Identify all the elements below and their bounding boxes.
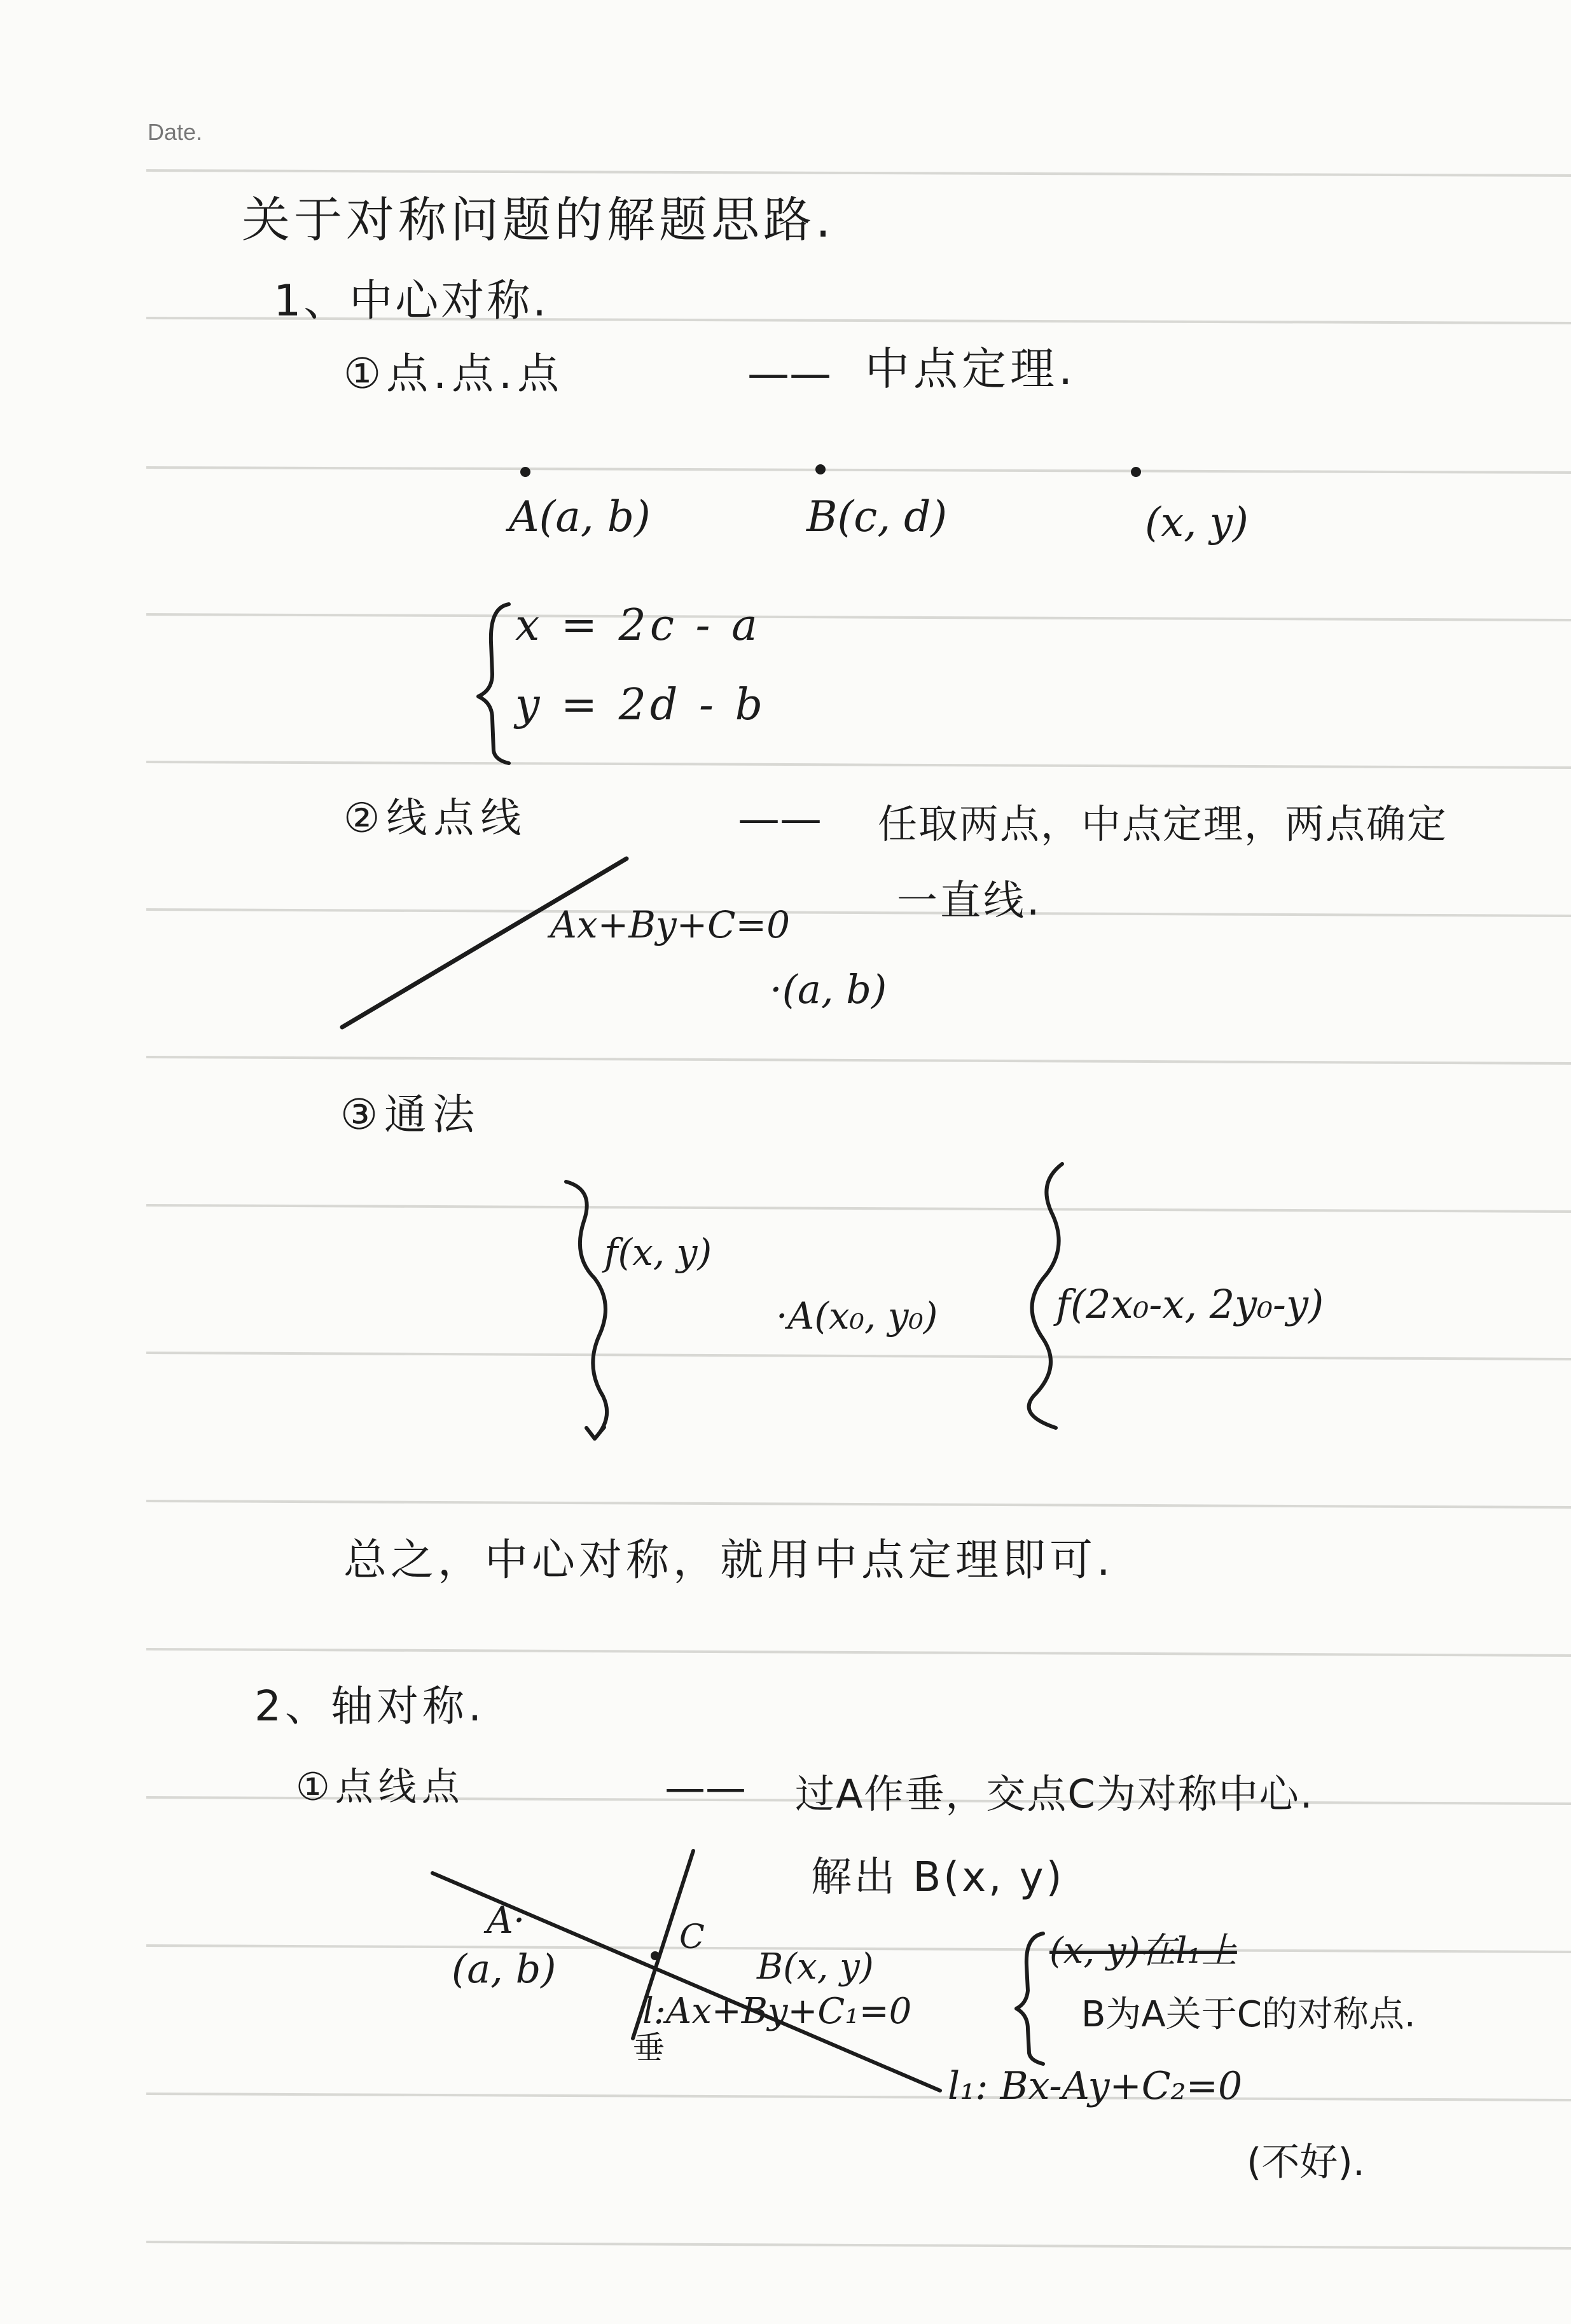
s1-item3-label: ③通法: [340, 1090, 481, 1139]
s2-cond2: B为A关于C的对称点.: [1081, 1994, 1416, 2035]
s2-item1-method-line1: 过A作垂，交点C为对称中心.: [795, 1771, 1314, 1817]
s1-item1-label: ①点.点.点: [343, 349, 565, 398]
point-b: B(c, d): [806, 492, 948, 541]
function-f-xy: f(x, y): [604, 1231, 712, 1274]
s2-point-b: B(x, y): [757, 1946, 874, 1988]
s1-summary: 总之，中心对称，就用中点定理即可.: [343, 1535, 1114, 1586]
s1-point-ab: ·(a, b): [770, 966, 887, 1013]
s1-item2-method-line1: 任取两点，中点定理，两点确定: [878, 801, 1448, 847]
date-label: Date.: [148, 119, 203, 145]
s2-point-a: A·: [487, 1899, 525, 1942]
section2-heading: 2、轴对称.: [254, 1682, 485, 1731]
s1-item1-dash: ——: [747, 349, 831, 398]
s2-remark: (不好).: [1247, 2140, 1365, 2185]
s2-line1-equation: l:Ax+By+C₁=0: [642, 1991, 912, 2032]
s2-point-c: C: [679, 1918, 705, 1956]
s1-item2-label: ②线点线: [343, 795, 528, 842]
equation-y: y = 2d - b: [515, 680, 767, 730]
point-xy: (x, y): [1145, 499, 1249, 546]
s2-cond-crossed: (x, y)在l₁上: [1049, 1930, 1237, 1972]
s1-item2-dash: ——: [738, 794, 822, 843]
section1-heading: 1、中心对称.: [273, 276, 549, 326]
s1-item1-method: 中点定理.: [865, 343, 1077, 395]
point-a-x0y0: ·A(x₀, y₀): [776, 1294, 938, 1338]
s2-item1-dash: ——: [665, 1765, 746, 1812]
function-f-transformed: f(2x₀-x, 2y₀-y): [1056, 1281, 1324, 1327]
s1-item2-method-line2: 一直线.: [897, 878, 1042, 925]
s2-line2-equation: l₁: Bx-Ay+C₂=0: [948, 2064, 1243, 2108]
page-title: 关于对称问题的解题思路.: [242, 191, 835, 248]
s1-line-equation: Ax+By+C=0: [550, 903, 791, 946]
s2-point-a-coords: (a, b): [452, 1946, 557, 1992]
equation-x: x = 2c - a: [515, 600, 761, 651]
s2-perp-label: 垂: [633, 2030, 665, 2066]
point-a: A(a, b): [509, 492, 651, 541]
s2-item1-label: ①点线点: [296, 1765, 465, 1809]
s2-item1-method-line2: 解出 B(x, y): [811, 1854, 1065, 1901]
